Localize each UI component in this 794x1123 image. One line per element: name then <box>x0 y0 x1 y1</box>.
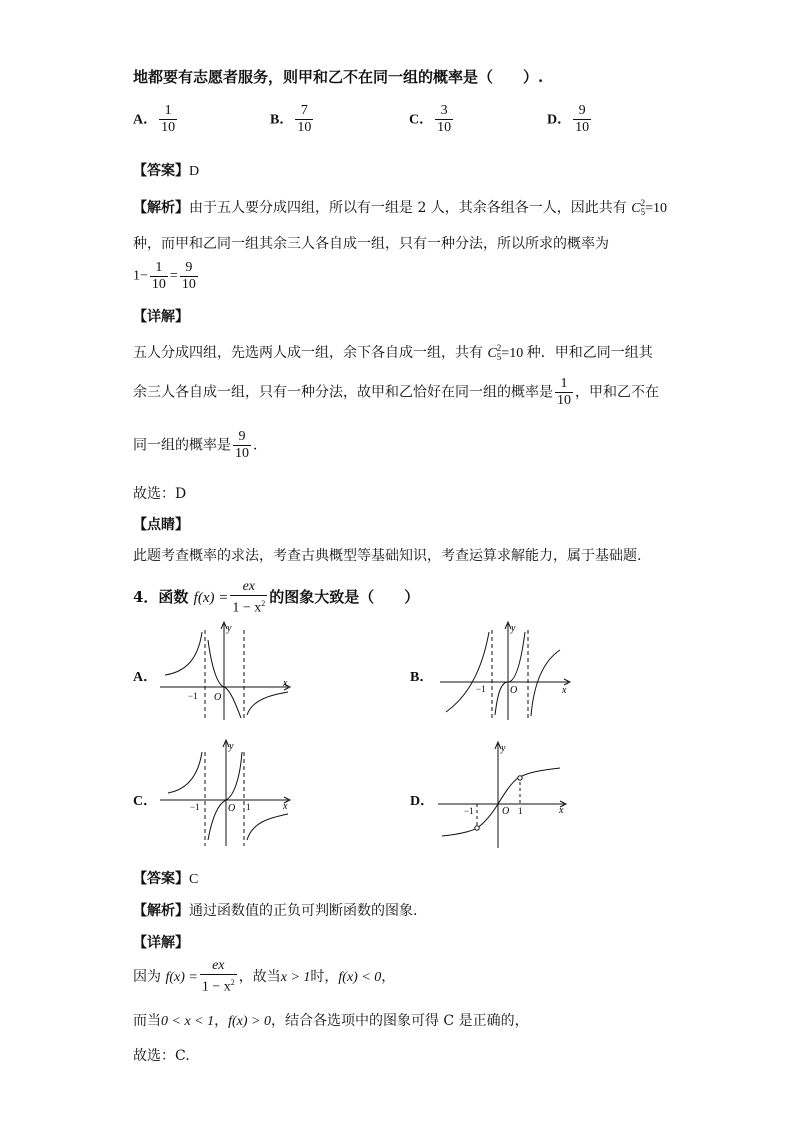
svg-text:1: 1 <box>246 802 251 812</box>
q4-graph-d[interactable] <box>438 740 573 850</box>
q3-comment: 此题考查概率的求法，考查古典概型等基础知识，考查运算求解能力，属于基础题. <box>133 548 642 564</box>
curve <box>442 768 560 836</box>
svg-text:x: x <box>559 805 564 816</box>
curve-branch-1 <box>165 632 202 675</box>
q3-detail-line2: 余三人各自成一组，只有一种分法，故甲和乙恰好在同一组的概率是 $\frac{1}{10}$ ，甲和乙不在 <box>133 376 659 408</box>
curve-branch-2 <box>208 752 242 840</box>
svg-text:1: 1 <box>518 806 523 816</box>
q3-detail-line1: 五人分成四组，先选两人成一组，余下各自成一组，共有 C 2 5 =10 种．甲和乙同一组其 <box>133 343 653 362</box>
svg-text:O: O <box>502 806 510 817</box>
q3-option-d[interactable]: D． $\frac{9}{10}$ <box>547 103 590 135</box>
origin-label: O <box>214 692 222 703</box>
q4-detail-line2: 而当0 < x < 1，f(x) > 0，结合各选项中的图象可得 C 是正确的， <box>133 1013 529 1029</box>
q4-graph-a[interactable] <box>160 620 295 720</box>
x-label: x <box>283 678 288 689</box>
svg-text:O: O <box>228 803 236 814</box>
q4-detail-line1: 因为 f(x) = $\frac{ex}{1 - x^2}$ ，故当x > 1时，f(x) < 0， <box>133 958 396 995</box>
q4-option-c-label[interactable]: C． <box>133 794 158 809</box>
curve-branch-3 <box>247 692 288 715</box>
curve-branch-3 <box>247 814 288 840</box>
svg-text:y: y <box>229 741 234 752</box>
svg-text:y: y <box>501 743 506 754</box>
svg-text:y: y <box>511 623 516 634</box>
curve-branch-3 <box>531 650 560 716</box>
q4-stem: 4．函数 f(x) = $\frac{ex}{1 - x^2}$ 的图象大致是（ ） <box>133 579 420 616</box>
q3-detail-tag: 【详解】 <box>133 309 189 325</box>
open-point-1 <box>518 776 522 780</box>
q3-analysis-expr: 1− $\frac{1}{10}$ = $\frac{9}{10}$ <box>133 260 196 292</box>
q4-option-d-label[interactable]: D． <box>410 794 435 809</box>
curve-branch-1 <box>446 632 489 712</box>
q3-comment-tag: 【点睛】 <box>133 517 189 533</box>
svg-text:x: x <box>283 801 288 812</box>
q4-answer: 【答案】C <box>133 871 199 887</box>
q3-option-a[interactable]: A． $\frac{1}{10}$ <box>133 103 176 135</box>
svg-text:−1: −1 <box>476 684 486 694</box>
curve-branch-2 <box>495 632 525 715</box>
q3-analysis-line2: 种，而甲和乙同一组其余三人各自成一组，只有一种分法，所以所求的概率为 <box>133 236 609 252</box>
svg-text:−1: −1 <box>464 806 474 816</box>
q4-option-a-label[interactable]: A． <box>133 670 158 685</box>
q4-option-b-label[interactable]: B． <box>410 670 434 685</box>
q3-stem: 地都要有志愿者服务，则甲和乙不在同一组的概率是（ ）. <box>133 68 544 86</box>
q3-detail-line3: 同一组的概率是 $\frac{9}{10}$ ． <box>133 429 267 461</box>
q3-answer: 【答案】D <box>133 163 200 179</box>
neg1-label: −1 <box>188 691 198 701</box>
open-point-neg1 <box>475 826 479 830</box>
svg-text:O: O <box>510 685 518 696</box>
q4-graph-b[interactable] <box>440 620 575 720</box>
q3-choose: 故选：D <box>133 486 187 502</box>
q4-detail-tag: 【详解】 <box>133 935 189 951</box>
q4-graph-c[interactable] <box>160 738 295 848</box>
y-label: y <box>227 623 232 634</box>
q4-analysis: 【解析】通过函数值的正负可判断函数的图象. <box>133 903 418 919</box>
q3-option-b[interactable]: B． $\frac{7}{10}$ <box>270 103 312 135</box>
q3-option-c[interactable]: C． $\frac{3}{10}$ <box>409 103 452 135</box>
q4-choose: 故选：C. <box>133 1048 190 1064</box>
q3-analysis-line1: 【解析】由于五人要分成四组，所以有一组是 2 人，其余各组各一人，因此共有 C 2 5 =10 <box>133 198 668 217</box>
svg-text:−1: −1 <box>190 802 200 812</box>
curve-branch-1 <box>168 752 202 793</box>
svg-text:x: x <box>562 685 567 696</box>
